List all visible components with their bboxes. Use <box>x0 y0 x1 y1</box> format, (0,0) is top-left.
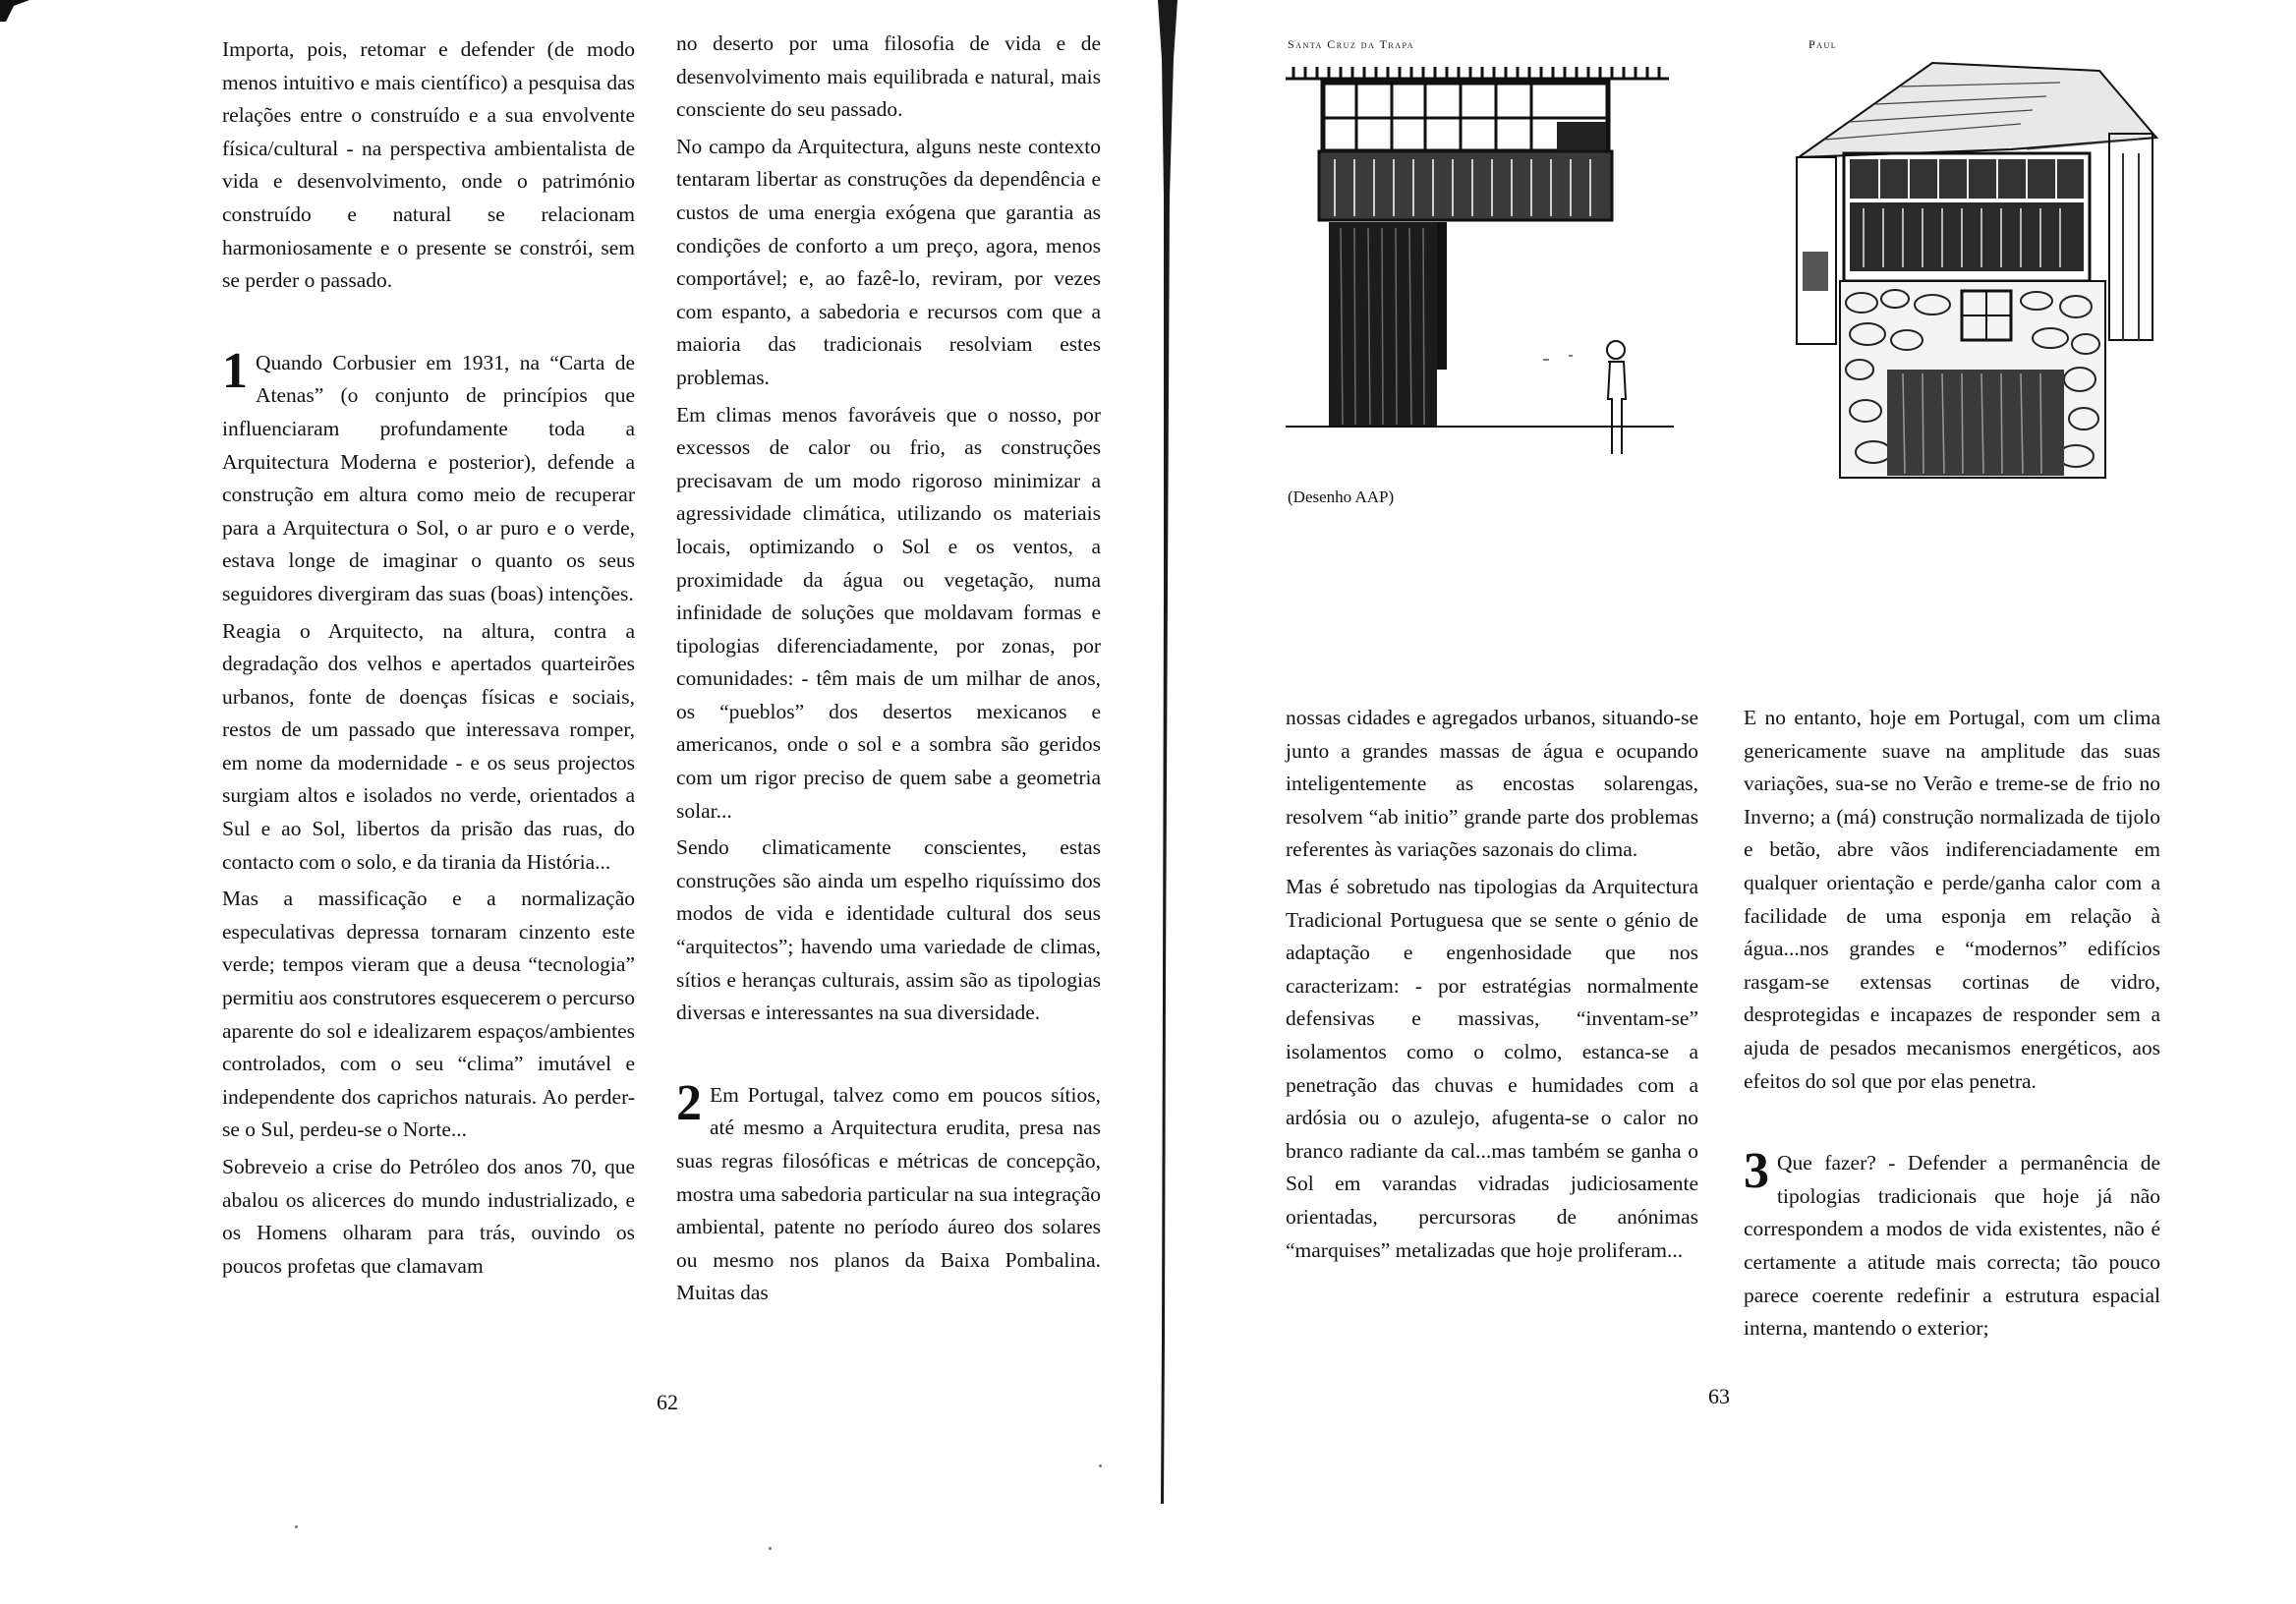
house-drawing-santa-cruz-da-trapa <box>1286 65 1674 466</box>
paragraph: 1 Quando Corbusier em 1931, na “Carta de Atenas” (o conjunto de princípios que influenciaram profundamente toda a Arquitectura Moderna e posterior), defende a construção em altura como meio de recuperar para a Arquitectura o Sol, o ar puro e o verde, estava longe de imaginar o quanto os seus seguidores divergiram das suas (boas) intenções. <box>222 342 635 605</box>
page-number: 63 <box>1708 1384 1730 1408</box>
paragraph: Em climas menos favoráveis que o nosso, por excessos de calor ou frio, as construções precisavam de um modo rigoroso minimizar a agressividade climática, utilizando os materiais locais, optimizando o Sol e os ventos, a proximidade da água ou vegetação, numa infinidade de soluções que moldavam formas e tipologias diferenciadamente, por zonas, por comunidades: - têm mais de um milhar de anos, os “pueblos” dos desertos mexicanos e americanos, onde o sol e a sombra são geridos com um rigor preciso de quem sabe a geometria solar... <box>676 402 1101 823</box>
page-number: 62 <box>657 1390 678 1414</box>
scan-corner-mark <box>0 0 29 22</box>
drop-cap: 3 <box>1744 1143 1769 1200</box>
paragraph: No campo da Arquitectura, alguns neste contexto tentaram libertar as construções da dependência e custos de uma energia exógena que garantia as condições de conforto a um preço, agora, menos comportável; e, ao fazê-lo, reviram, por vezes com espanto, a sabedoria e recursos com que a maioria das tradicionais resolviam estes problemas. <box>676 134 1101 389</box>
drawing-credit: (Desenho AAP) <box>1288 487 1395 506</box>
paragraph: 2 Em Portugal, talvez como em poucos sítios, até mesmo a Arquitectura erudita, presa nas suas regras filosóficas e métricas de concepção, mostra uma sabedoria particular na sua integração ambiental, patente no período áureo dos solares ou mesmo nos planos da Baixa Pombalina. Muitas das <box>676 1074 1101 1305</box>
scan-speck <box>295 1525 298 1528</box>
scan-speck <box>769 1547 772 1550</box>
right-page-column-2 <box>1744 702 2160 1349</box>
paragraph: Sendo climaticamente conscientes, estas construções são ainda um espelho riquíssimo dos modos de vida e identidade cultural dos seus “arquitectos”; havendo uma variedade de climas, sítios e heranças culturais, assim são as tipologias diversas e interessantes na sua diversidade. <box>676 835 1101 1025</box>
paragraph: Importa, pois, retomar e defender (de modo menos intuitivo e mais científico) a pesquisa das relações entre o construído e a sua envolvente física/cultural - na perspectiva ambientalista de vida e desenvolvimento, onde o património construído e natural se relacionam harmoniosamente e o presente se constrói, sem se perder o passado. <box>222 37 635 293</box>
left-page-column-2 <box>676 28 1101 1314</box>
drop-cap: 1 <box>222 342 248 399</box>
paragraph: 3 Que fazer? - Defender a permanência de tipologias tradicionais que hoje já não correspondem a modos de vida existentes, não é certamente a atitude mais correcta; tão pouco parece coerente redefinir a estrutura espacial interna, mantendo o exterior; <box>1744 1143 2160 1341</box>
paragraph: Mas é sobretudo nas tipologias da Arquitectura Tradicional Portuguesa que se sente o génio de adaptação e engenhosidade que nos caracterizam: - por estratégias normalmente defensivas e massivas, “inventam-se” isolamentos como o colmo, estanca-se a penetração das chuvas e humidades com a ardósia ou o azulejo, afugenta-se o calor no branco radiante da cal...mas também se ganha o Sol em varandas vidradas judiciosamente orientadas, percursoras de anónimas “marquises” metalizadas que hoje proliferam... <box>1286 874 1698 1262</box>
figure-caption: Paul <box>1808 37 1838 51</box>
paragraph: Sobreveio a crise do Petróleo dos anos 70, que abalou os alicerces do mundo industrializado, e os Homens olharam para trás, ouvindo os poucos profetas que clamavam <box>222 1155 635 1278</box>
book-gutter-shadow <box>1156 0 1181 1604</box>
paragraph: Mas a massificação e a normalização especulativas depressa tornaram cinzento este verde; tempos vieram que a deusa “tecnologia” permitiu aos construtores esquecerem o percurso aparente do sol e idealizarem espaços/ambientes controlados, com o seu “clima” imutável e independente dos caprichos naturais. Ao perder-se o Sul, perdeu-se o Norte... <box>222 887 635 1142</box>
paragraph: no deserto por uma filosofia de vida e de desenvolvimento mais equilibrada e natural, mais consciente do seu passado. <box>676 31 1101 122</box>
paragraph: Reagia o Arquitecto, na altura, contra a degradação dos velhos e apertados quarteirões urbanos, fonte de doenças físicas e sociais, restos de um passado que interessava romper, em nome da modernidade - e os seus projectos surgiam altos e isolados no verde, orientados a Sul e ao Sol, libertos da prisão das ruas, do contacto com o solo, e da tirania da História... <box>222 618 635 874</box>
right-page-column-1 <box>1286 702 1698 1271</box>
house-drawing-paul <box>1785 55 2158 487</box>
drop-cap: 2 <box>676 1074 702 1131</box>
left-page-column-1 <box>222 33 635 1287</box>
scan-speck <box>1099 1464 1102 1467</box>
figure-caption: Santa Cruz da Trapa <box>1288 37 1415 51</box>
paragraph: nossas cidades e agregados urbanos, situando-se junto a grandes massas de água e ocupando inteligentemente as encostas solarengas, resolvem “ab initio” grande parte dos problemas referentes às variações sazonais do clima. <box>1286 706 1698 862</box>
paragraph: E no entanto, hoje em Portugal, com um clima genericamente suave na amplitude das suas variações, sua-se no Verão e treme-se de frio no Inverno; a (má) construção normalizada de tijolo e betão, abre vãos indiferenciadamente em qualquer orientação e perde/ganha calor com a facilidade de uma esponja em relação à água...nos grandes e “modernos” edifícios rasgam-se extensas cortinas de vidro, desprotegidas e incapazes de responder sem a ajuda de pesados mecanismos energéticos, aos efeitos do sol que por elas penetra. <box>1744 706 2160 1093</box>
